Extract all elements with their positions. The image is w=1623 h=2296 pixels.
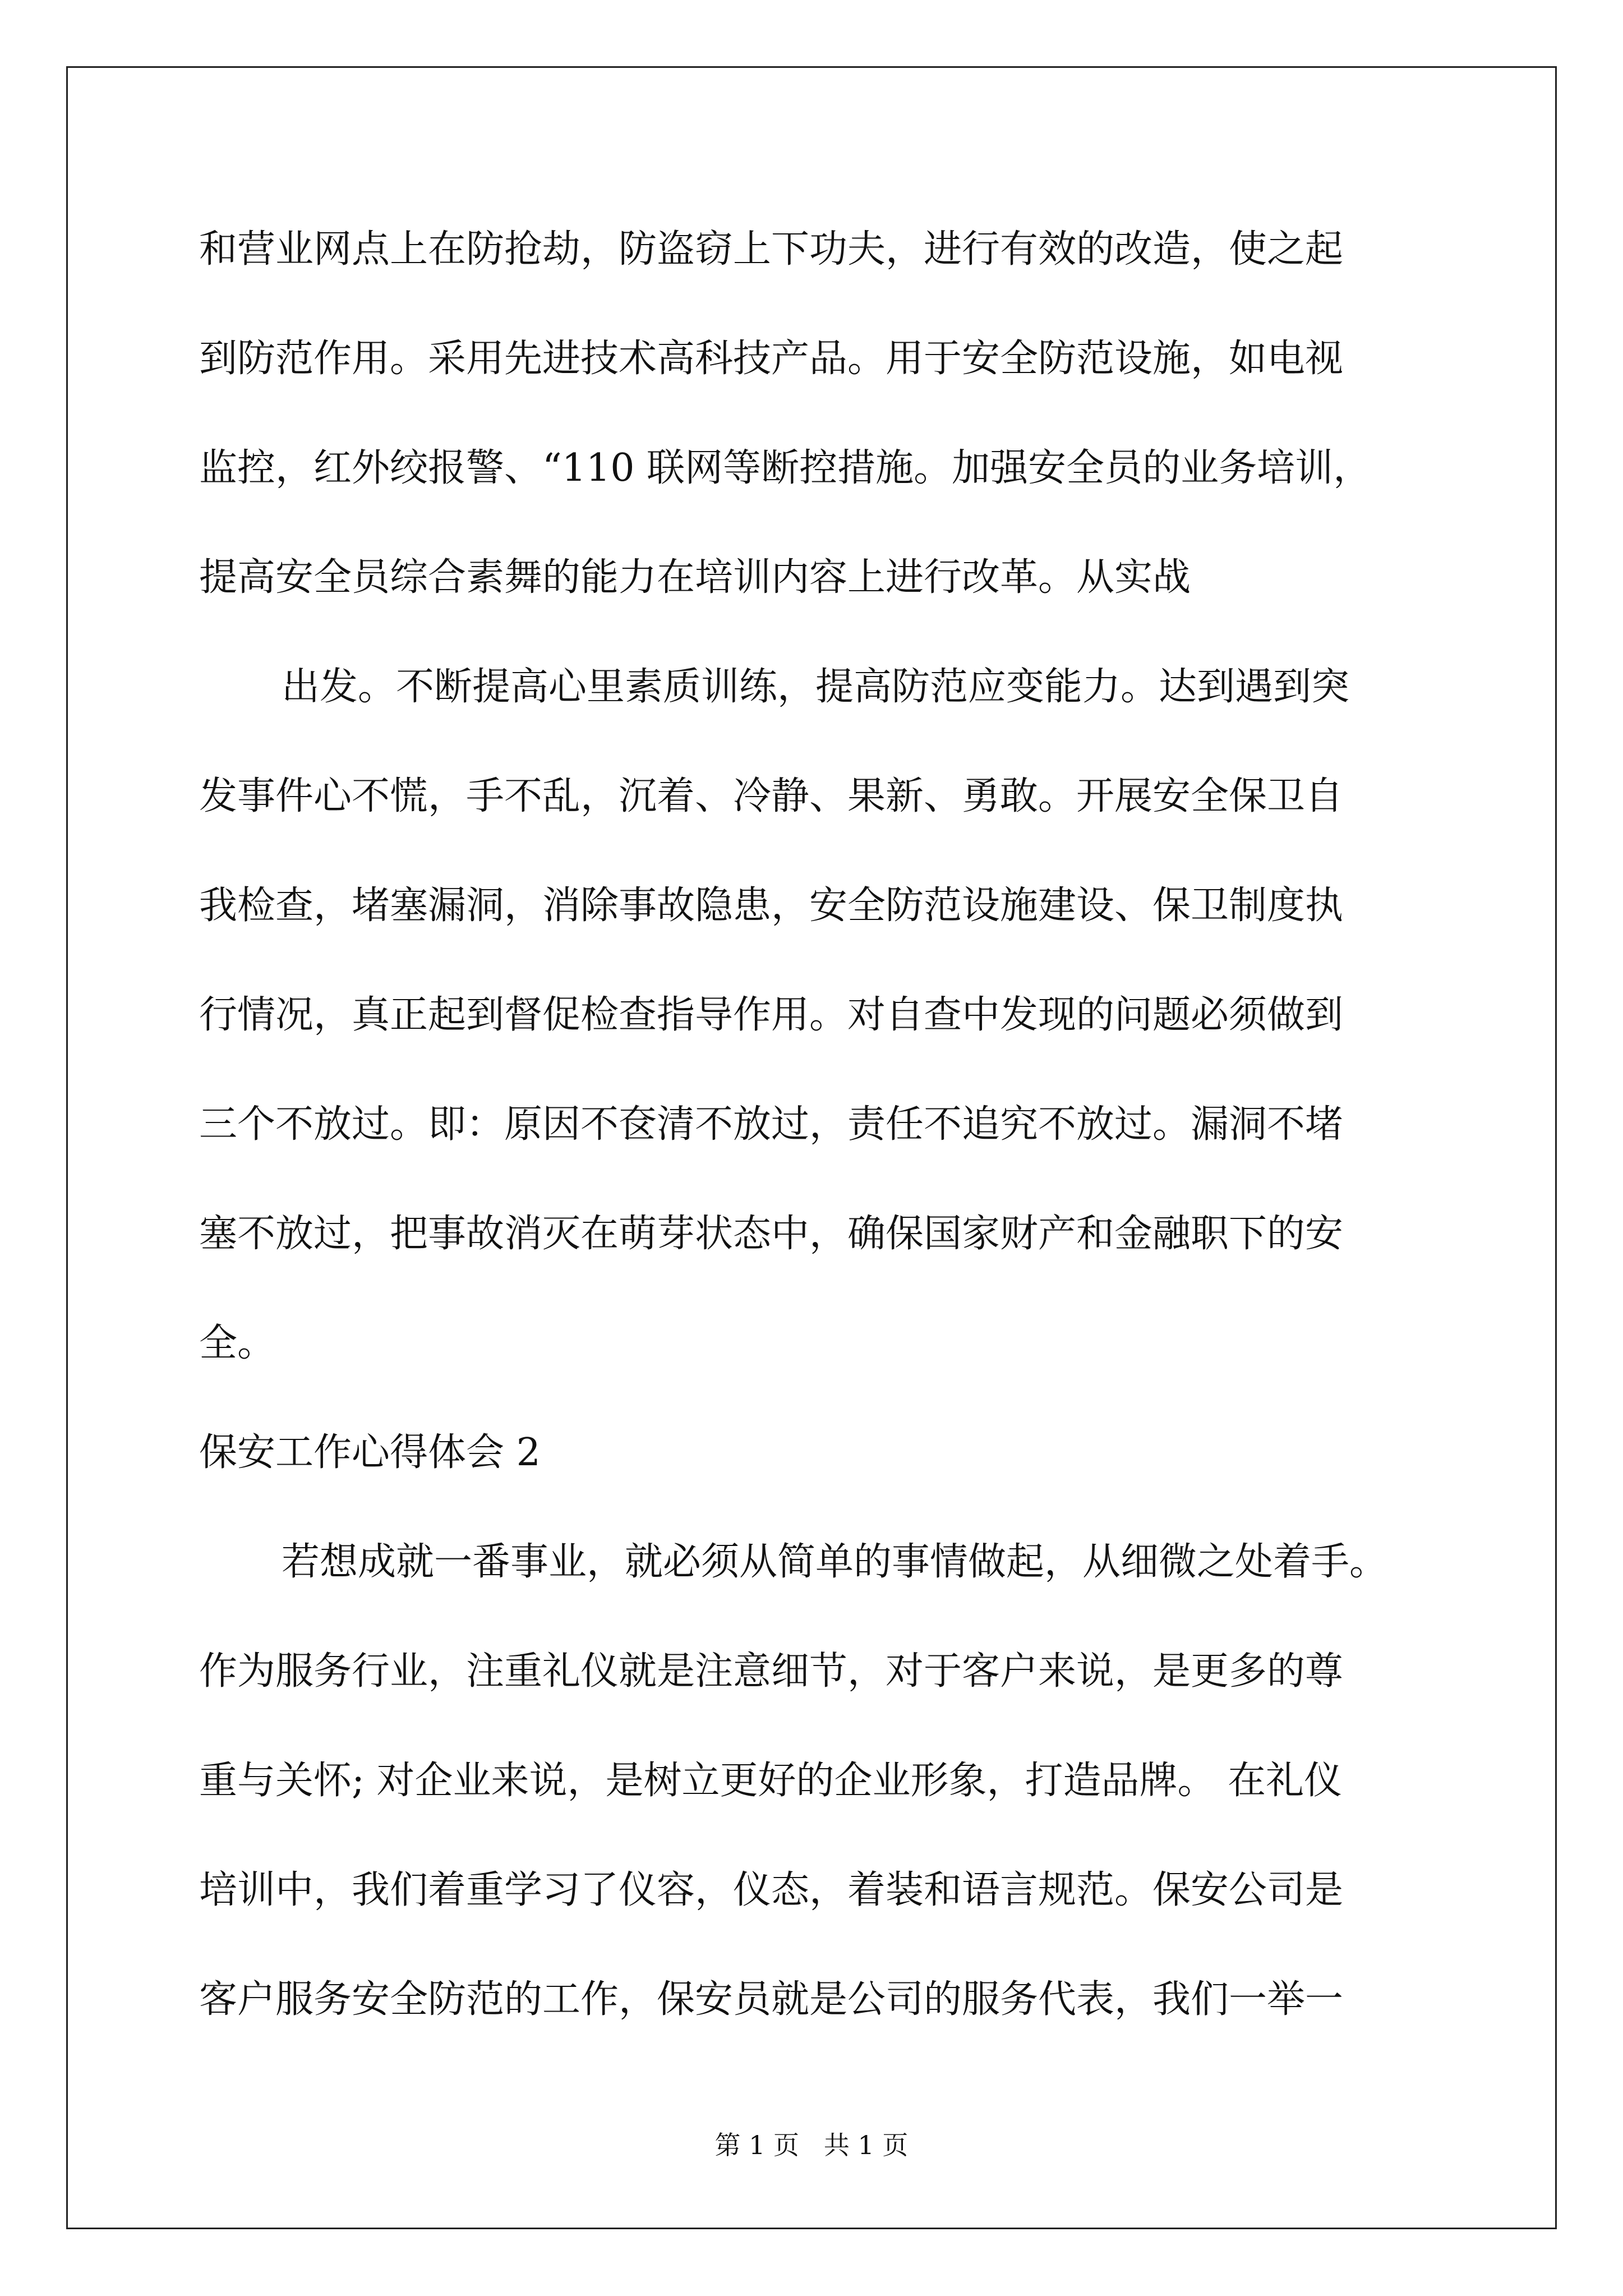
body-line: 监控，红外绞报警、“110 联网等断控措施。加强安全员的业务培训， <box>199 446 1372 490</box>
body-line: 和营业网点上在防抢劫，防盗窃上下功夫，进行有效的改造，使之起 <box>199 227 1344 272</box>
body-line: 培训中，我们着重学习了仪容，仪态，着装和语言规范。保安公司是 <box>199 1868 1344 1912</box>
body-line: 作为服务行业，注重礼仪就是注意细节，对于客户来说，是更多的尊 <box>199 1649 1344 1694</box>
page-footer: 第 1 页 共 1 页 <box>714 2130 909 2160</box>
body-line: 三个不放过。即：原因不奁清不放过，责任不追究不放过。漏洞不堵 <box>199 1102 1344 1147</box>
body-line: 客户服务安全防范的工作，保安员就是公司的服务代表，我们一举一 <box>199 1977 1344 2022</box>
body-line: 发事件心不慌，手不乱，沉着、冷静、果新、勇敢。开展安全保卫自 <box>199 774 1344 818</box>
body-line: 若想成就一番事业，就必须从简单的事情做起，从细微之处着手。 <box>282 1540 1388 1584</box>
body-line: 塞不放过，把事故消灭在萌芽状态中，确保国家财产和金融职下的安 <box>199 1212 1344 1256</box>
body-line: 出发。不断提高心里素质训练，提高防范应变能力。达到遇到突 <box>282 665 1350 709</box>
body-line: 我检查，堵塞漏洞，消除事故隐患，安全防范设施建设、保卫制度执 <box>199 884 1344 928</box>
body-line: 全。 <box>199 1321 276 1365</box>
body-line: 提高安全员综合素舞的能力在培训内容上进行改革。从实战 <box>199 555 1191 600</box>
section-heading: 保安工作心得体会 2 <box>199 1430 541 1475</box>
body-line: 行情况，真正起到督促检查指导作用。对自查中发现的问题必须做到 <box>199 993 1344 1037</box>
body-line: 重与关怀; 对企业来说，是树立更好的企业形象，打造品牌。 在礼仪 <box>199 1759 1343 1803</box>
body-line: 到防范作用。采用先进技术高科技产品。用于安全防范设施，如电视 <box>199 337 1344 381</box>
